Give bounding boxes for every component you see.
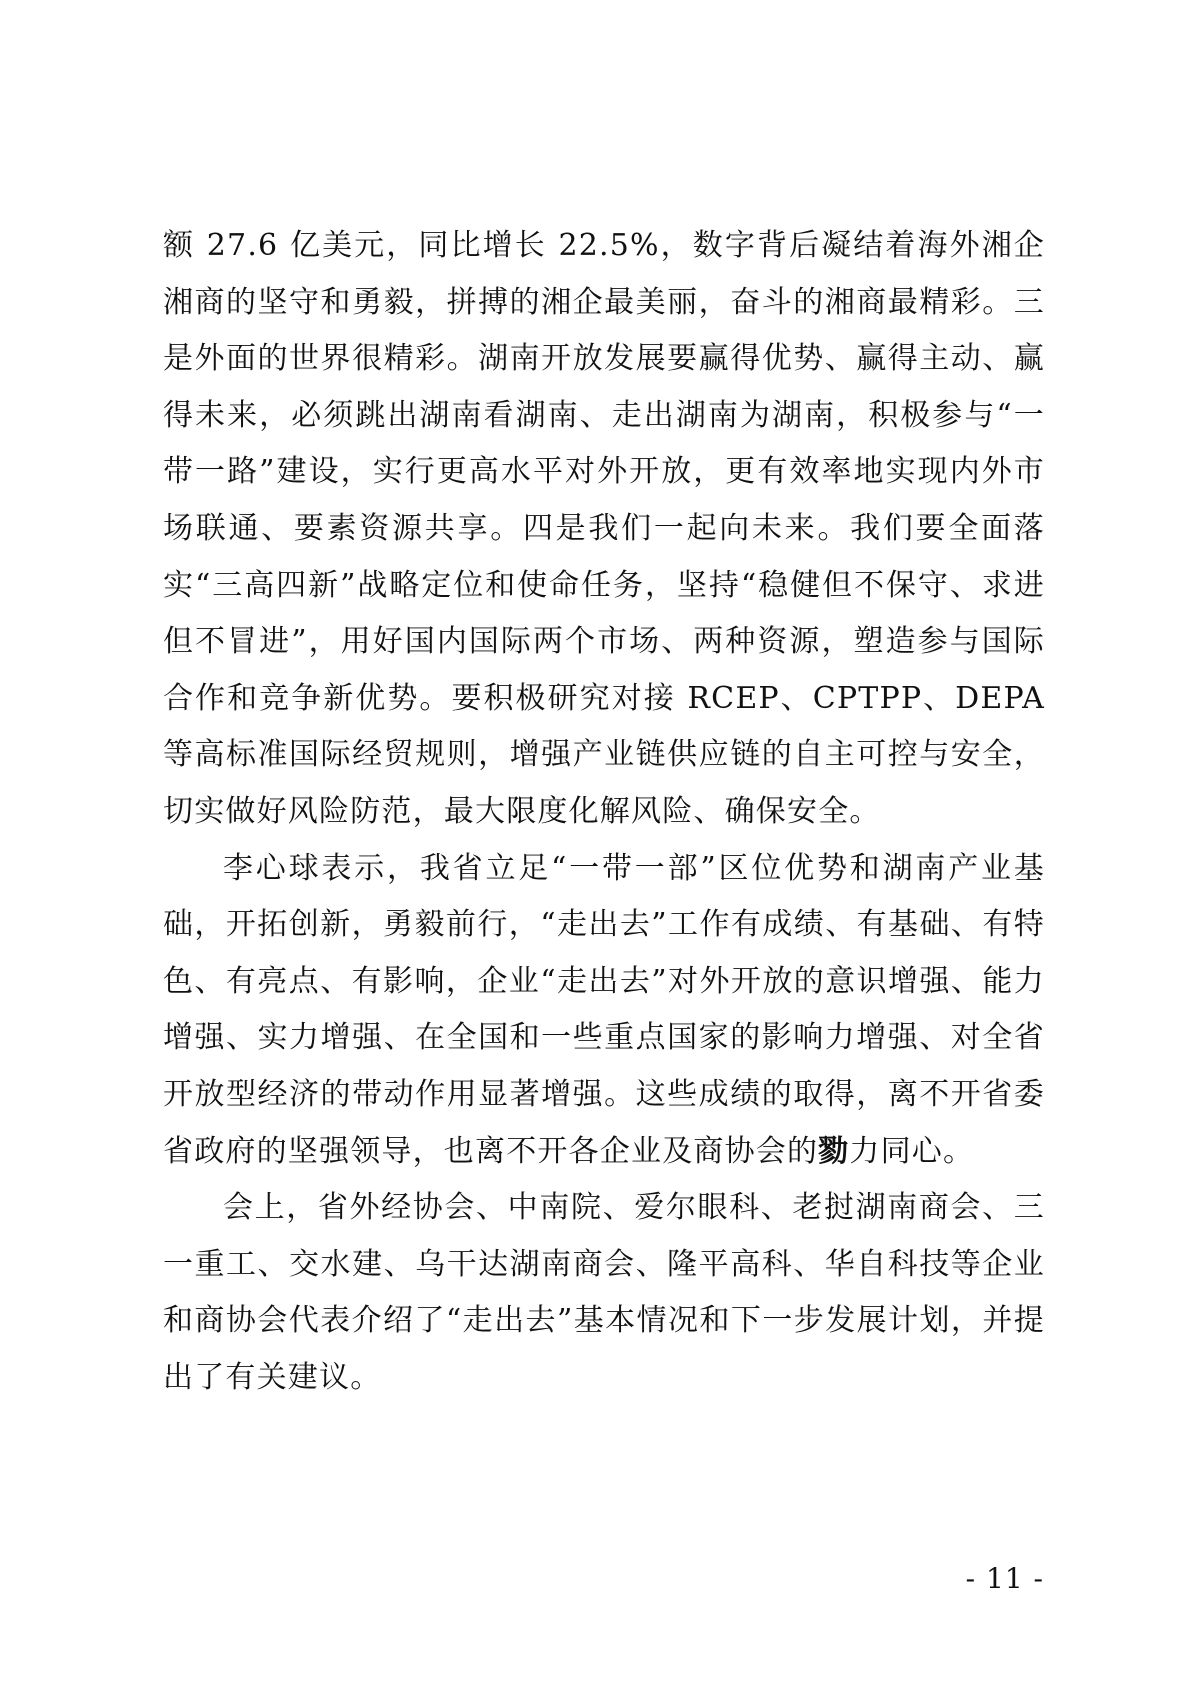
paragraph-2 [163, 841, 1045, 1181]
paragraph-2-emphasis: 勠 [818, 1133, 850, 1169]
paragraph-3: 会上，省外经协会、中南院、爱尔眼科、老挝湖南商会、三一重工、交水建、乌干达湖南商会、隆平高科、华自科技等企业和商协会代表介绍了“走出去”基本情况和下一步发展计划，并提出了有关建议。 [163, 1190, 1045, 1395]
page-number: - 11 - [965, 1562, 1044, 1595]
paragraph-1: 额 27.6 亿美元，同比增长 22.5%，数字背后凝结着海外湘企湘商的坚守和勇毅，拼搏的湘企最美丽，奋斗的湘商最精彩。三是外面的世界很精彩。湖南开放发展要赢得优势、赢得主动、赢得未来，必须跳出湖南看湖南、走出湖南为湖南，积极参与“一带一路”建设，实行更高水平对外开放，更有效率地实现内外市场联通、要素资源共享。四是我们一起向未来。我们要全面落实“三高四新”战略定位和使命任务，坚持“稳健但不保守、求进但不冒进”，用好国内国际两个市场、两种资源，塑造参与国际合作和竞争新优势。要积极研究对接 RCEP、CPTPP、DEPA 等高标准国际经贸规则，增强产业链供应链的自主可控与安全，切实做好风险防范，最大限度化解风险、确保安全。 [163, 228, 1045, 829]
paragraph-2-text-before: 李心球表示，我省立足“一带一部”区位优势和湖南产业基础，开拓创新，勇毅前行，“走出去”工作有成绩、有基础、有特色、有亮点、有影响，企业“走出去”对外开放的意识增强、能力增强、实力增强、在全国和一些重点国家的影响力增强、对全省开放型经济的带动作用显著增强。这些成绩的取得，离不开省委省政府的坚强领导，也离不开各企业及商协会的 [163, 850, 1045, 1169]
body-text [163, 218, 1045, 1406]
paragraph-2-text-after: 力同心。 [849, 1133, 975, 1169]
